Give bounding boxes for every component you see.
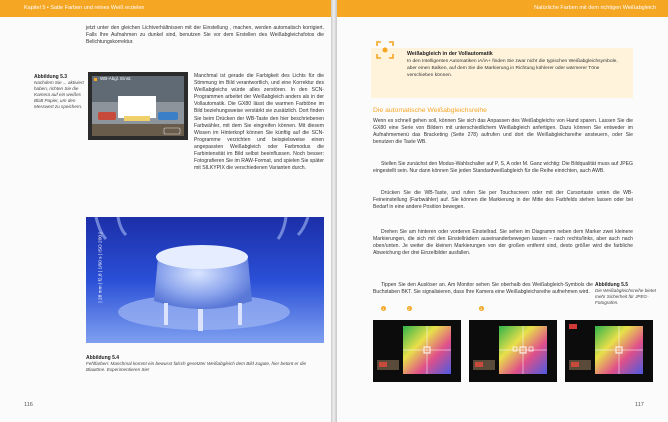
figure-5-4-text: Fehlfarben: Manchmal kommt ein bewusst falsch gesetzter Weißabgleich dem Bild zugute, hier betont er die Blautöne. Experimentieren Sie!: [86, 361, 307, 372]
figure-5-3-number: Abbildung 5.3: [34, 74, 68, 80]
right-page: [337, 0, 668, 422]
camera-screen-photo: [88, 72, 188, 140]
tip-body: In den Intelligenten Automatiken iA/iA+ finden Sie zwar nicht die typischen Weißabgleichsymbole, aber einen Balken, auf dem Sie die Markierung in Richtung kühlerer oder wärmerer Töne verschieben können.: [407, 59, 618, 78]
right-paragraph-2: Stellen Sie zunächst den Modus-Wahlschalter auf P, S, A oder M. Ganz wichtig: Die Bildqualität muss auf JPEG eingestellt sein. Nur dann können Sie jeden Standardweißabgleich für die Reihe einrichten, auch AWB.: [373, 161, 633, 175]
wb-color-grid-3: [565, 320, 653, 382]
left-running-header: [0, 0, 331, 17]
wb-screen-thumbnail-3: [565, 320, 653, 382]
right-paragraph-1: Wenn es schnell gehen soll, können Sie sich das Anpassen des Weißabgleichs von Hand sparen. Lassen Sie die GX80 eine Serie von Bildern mit unterschiedlichem Weißabgleich anfertigen. Dazu können Sie entweder im Aufnahmemenü das Bracketing (Seite 278) aufrufen und dort die Weißabgleichsreihe ansteuern, oder Sie benutzen die Taste WB.: [373, 118, 633, 146]
crop-frame-icon: [375, 40, 395, 60]
photo-exif-label: | 28 mm | f2,8 | 1/60 s | ISO 200 |: [98, 232, 104, 303]
left-page-number: 116: [24, 402, 33, 408]
tip-title: Weißabgleich in der Vollautomatik: [407, 51, 493, 57]
blue-cake-drawing: [86, 217, 324, 343]
figure-5-3-text: Nachdem Sie ... aktiviert haben, richten Sie die Kamera auf ein weißes Blatt Papier, um den Messwert zu speichern.: [34, 80, 84, 109]
figure-5-5-text: Die Weißabgleichsreihe bietet mehr Sicherheit für JPEG-Fotografen.: [595, 288, 656, 305]
tip-box: [371, 48, 633, 98]
callout-label-1: 1: [382, 306, 385, 311]
camera-screen-drawing: [88, 72, 188, 140]
left-page: [0, 0, 331, 422]
right-paragraph-4: Drehen Sie am hinteren oder vorderen Einstellrad. Sie sehen im Diagramm neben dem Marker zwei kleinere Markierungen, die sich mit den Einstellrädern auseinanderbewegen lassen – nach rechts/links, aber auch nach oben/unten. Je weiter die kleinen Markierungen von der großen entfernt sind, desto größer wird die farbliche Abweichung der drei Einzelbilder ausfallen.: [373, 229, 633, 257]
callout-label-2: 2: [408, 306, 411, 311]
figure-5-3-caption: [34, 74, 84, 110]
wb-color-grid-1: [373, 320, 461, 382]
figure-5-4-caption: [86, 355, 324, 373]
right-paragraph-5: Tippen Sie den Auslöser an. Am Monitor sehen Sie oberhalb des Weißabgleich-Symbols die Buchstaben BKT. Sie signalisieren, dass Ihre Kamera eine Weißabgleichsreihe aufnehmen wird.: [373, 282, 593, 296]
figure-5-5-number: Abbildung 5.5: [595, 282, 629, 288]
right-running-header: [337, 0, 668, 17]
right-header-text: Natürliche Farben mit dem richtigen Weißabgleich: [534, 5, 656, 11]
camera-screen-label: WB-Abgl. Einst.: [100, 76, 132, 81]
callout-label-3: 3: [480, 306, 483, 311]
left-paragraph-2: Manchmal ist gerade die Farbigkeit des Lichts für die Stimmung im Bild verantwortlich, und eine Korrektur des Weißabgleichs würde alles zerstören. In den SCN-Programmen arbeitet der Weißabgleich anders als in der Vollautomatik. Die GX80 lässt die warmen Farbtöne im Bild beziehungsweise verstärkt sie zusätzlich. Dort finden Sie beim Drücken der WB-Taste den hier beschriebenen Farbwähler, mit dem Sie eingreifen können. Mit diesem Wissen im Hinterkopf können Sie künftig auf die SCN-Programme verzichten und beispielsweise einen angepassten Weißabgleich oder Farbmodus die Farbintensität im Bild selbst beeinflussen. Noch besser: Fotografieren Sie im RAW-Format, und spielen Sie später mit SILKYPIX die verschiedenen Varianten durch.: [194, 73, 324, 172]
wb-screen-thumbnail-2: [469, 320, 557, 382]
wb-color-grid-2: [469, 320, 557, 382]
figure-5-5-caption: [595, 282, 659, 306]
left-paragraph-1: jetzt unter den gleichen Lichtverhältnissen mit der Einstellung , machen, werden automatisch korrigiert. Falls Ihre Aufnahmen zu dunkel sind, benutzen Sie vor dem Erstellen des Weißabgleichsfotos die Belichtungskorrektur.: [86, 25, 324, 46]
section-title: Die automatische Weißabgleichsreihe: [373, 107, 487, 114]
right-paragraph-3: Drücken Sie die WB-Taste, und rufen Sie per Touchscreen oder mit der Cursortaste unten die WB-Feineinstellung (Farbwähler) auf. Sie können die Markierung in der Mitte des Farbfelds stehen lassen oder bei Bedarf in eine andere Position bewegen.: [373, 190, 633, 211]
left-header-text: Kapitel 5 • Satte Farben und reines Weiß erzielen: [24, 5, 145, 11]
figure-5-4-number: Abbildung 5.4: [86, 355, 120, 361]
blue-cake-photo: [86, 217, 324, 343]
wb-screen-thumbnail-1: [373, 320, 461, 382]
right-page-number: 117: [635, 402, 644, 408]
